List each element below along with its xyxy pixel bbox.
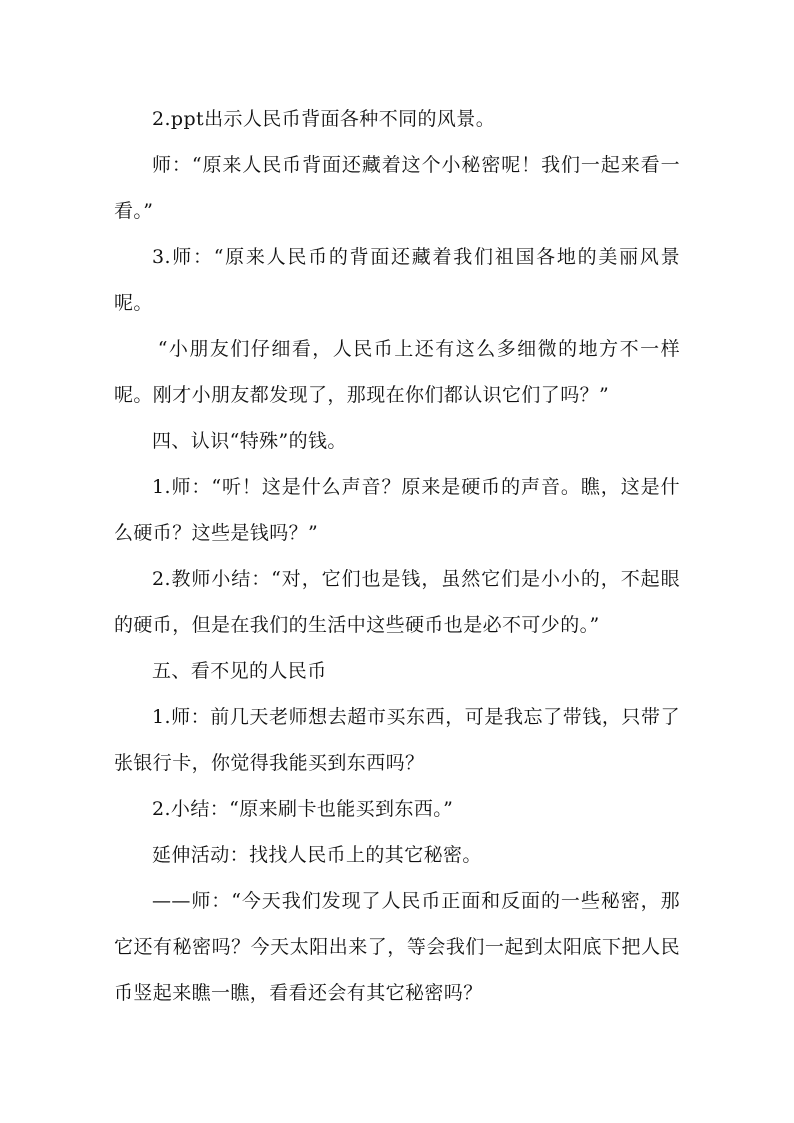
paragraph-card-summary: 2.小结：“原来刷卡也能买到东西。”	[152, 798, 454, 820]
paragraph-children-look: “小朋友们仔细看，人民币上还有这么多细微的地方不一样呢。刚才小朋友都发现了，那现在你们都认识它们了吗？”	[114, 338, 680, 406]
paragraph-scenery-step3: 3.师：“原来人民币的背面还藏着我们祖国各地的美丽风景呢。	[114, 246, 680, 314]
paragraph-teacher-secret: 师：“原来人民币背面还藏着这个小秘密呢！我们一起来看一看。”	[114, 154, 680, 222]
paragraph-teacher-closing: ——师：“今天我们发现了人民币正面和反面的一些秘密，那它还有秘密吗？今天太阳出来了，等会我们一起到太阳底下把人民币竖起来瞧一瞧，看看还会有其它秘密吗？	[114, 890, 680, 1004]
paragraph-bank-card: 1.师：前几天老师想去超市买东西，可是我忘了带钱，只带了张银行卡，你觉得我能买到东西吗？	[114, 706, 680, 774]
paragraph-teacher-summary: 2.教师小结：“对，它们也是钱，虽然它们是小小的，不起眼的硬币，但是在我们的生活中这些硬币也是必不可少的。”	[114, 568, 680, 636]
section-heading-special-money: 四、认识“特殊”的钱。	[152, 430, 347, 452]
section-heading-invisible-money: 五、看不见的人民币	[152, 660, 327, 682]
paragraph-extension-activity: 延伸活动：找找人民币上的其它秘密。	[152, 844, 482, 866]
paragraph-coin-sound: 1.师：“听！这是什么声音？原来是硬币的声音。瞧，这是什么硬币？这些是钱吗？”	[114, 476, 680, 544]
document-body	[114, 96, 680, 1016]
paragraph-ppt-scenery: 2.ppt出示人民币背面各种不同的风景。	[152, 108, 496, 130]
